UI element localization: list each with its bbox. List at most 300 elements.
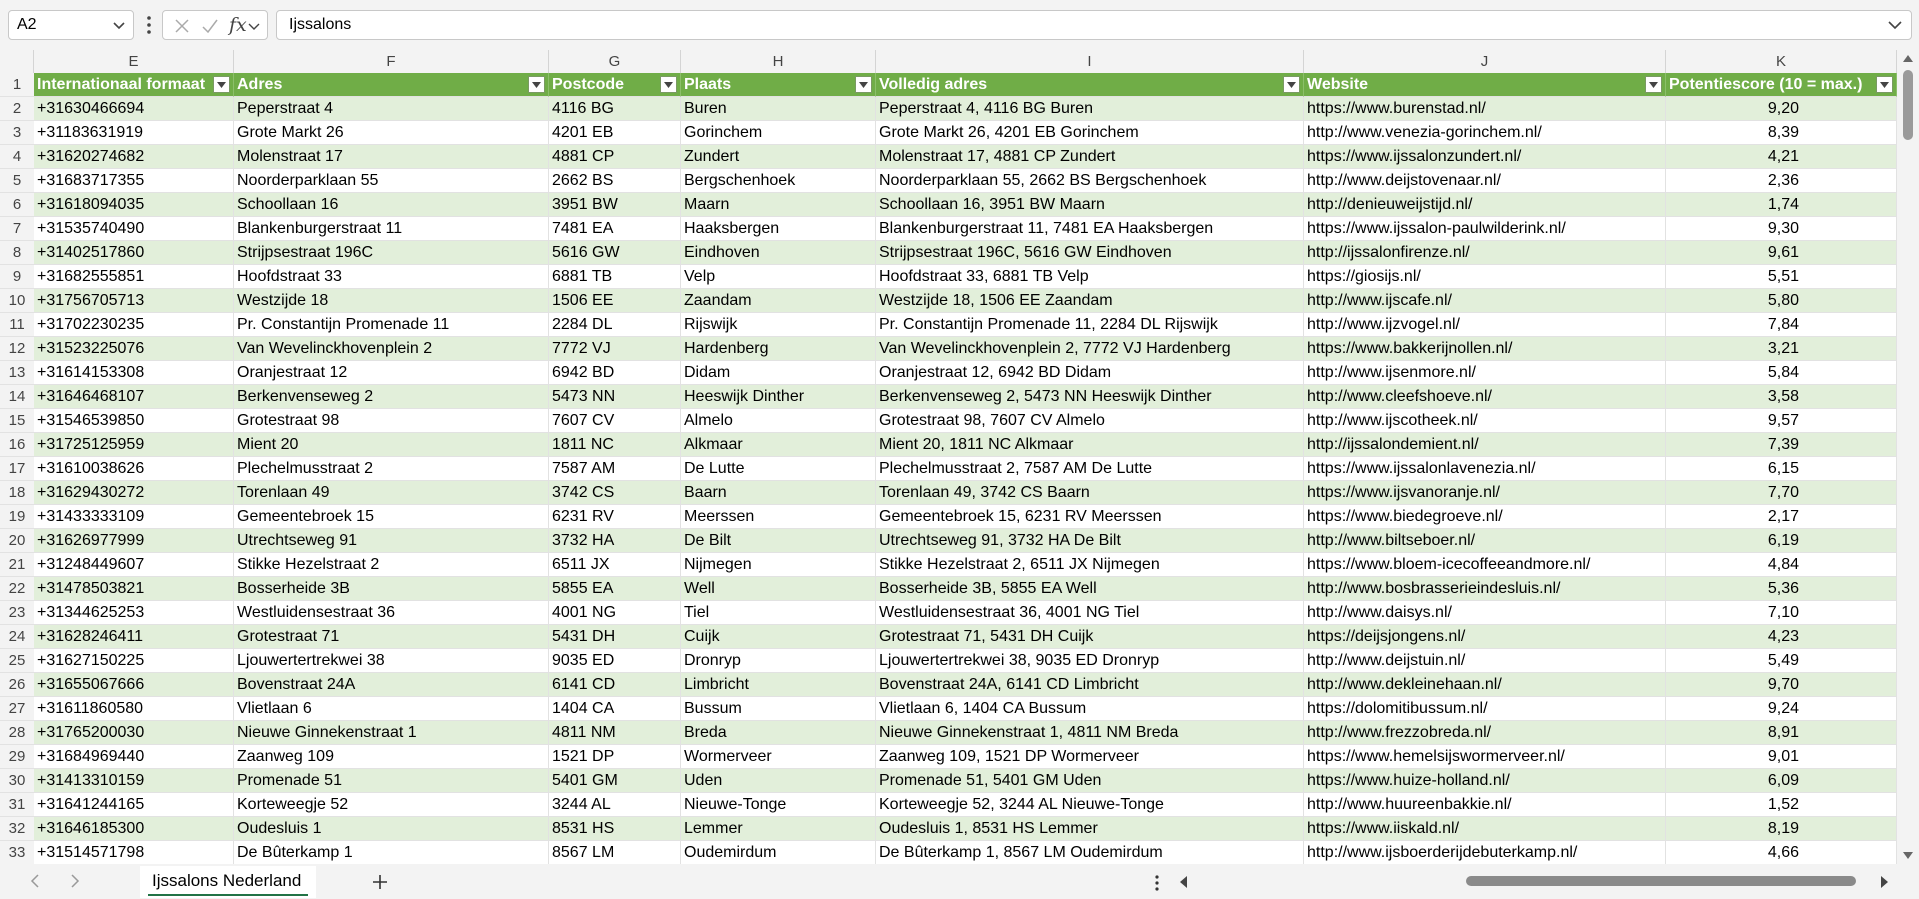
vertical-scroll-thumb[interactable] (1903, 70, 1913, 140)
table-cell[interactable]: 6231 RV (549, 505, 681, 529)
table-cell[interactable]: Zaanweg 109 (234, 745, 549, 769)
table-cell[interactable]: 5431 DH (549, 625, 681, 649)
table-cell[interactable]: 5,49 (1666, 649, 1897, 673)
table-cell[interactable]: 7,10 (1666, 601, 1897, 625)
column-header-k[interactable]: K (1666, 50, 1897, 73)
table-cell[interactable]: http://www.deijstuin.nl/ (1304, 649, 1666, 673)
table-cell[interactable]: 7607 CV (549, 409, 681, 433)
table-cell[interactable]: Westluidensestraat 36 (234, 601, 549, 625)
table-cell[interactable]: +31682555851 (34, 265, 234, 289)
table-cell[interactable]: Hoofdstraat 33, 6881 TB Velp (876, 265, 1304, 289)
table-cell[interactable]: 2,36 (1666, 169, 1897, 193)
table-cell[interactable]: http://denieuweijstijd.nl/ (1304, 193, 1666, 217)
table-cell[interactable]: http://www.deijstovenaar.nl/ (1304, 169, 1666, 193)
table-cell[interactable]: Ljouwertertrekwei 38, 9035 ED Dronryp (876, 649, 1304, 673)
add-sheet-icon[interactable] (370, 872, 390, 892)
filter-dropdown-icon[interactable] (855, 76, 872, 93)
table-cell[interactable]: 5616 GW (549, 241, 681, 265)
table-cell[interactable]: 3951 BW (549, 193, 681, 217)
table-cell[interactable]: Korteweegje 52, 3244 AL Nieuwe-Tonge (876, 793, 1304, 817)
table-cell[interactable]: 4881 CP (549, 145, 681, 169)
row-number[interactable]: 33 (0, 841, 34, 865)
table-cell[interactable]: 6511 JX (549, 553, 681, 577)
table-cell[interactable]: Pr. Constantijn Promenade 11 (234, 313, 549, 337)
table-cell[interactable]: Berkenvenseweg 2, 5473 NN Heeswijk Dinther (876, 385, 1304, 409)
table-cell[interactable]: Pr. Constantijn Promenade 11, 2284 DL Rijswijk (876, 313, 1304, 337)
table-cell[interactable]: 1404 CA (549, 697, 681, 721)
table-cell[interactable]: http://www.huureenbakkie.nl/ (1304, 793, 1666, 817)
table-cell[interactable]: +31248449607 (34, 553, 234, 577)
vertical-scrollbar[interactable] (1897, 50, 1919, 864)
table-header-cell[interactable] (1666, 73, 1897, 97)
table-cell[interactable]: Blankenburgerstraat 11 (234, 217, 549, 241)
table-cell[interactable]: Schoollaan 16 (234, 193, 549, 217)
table-cell[interactable]: Promenade 51, 5401 GM Uden (876, 769, 1304, 793)
table-cell[interactable]: https://www.ijsvanoranje.nl/ (1304, 481, 1666, 505)
table-cell[interactable]: Gemeentebroek 15 (234, 505, 549, 529)
table-cell[interactable]: +31626977999 (34, 529, 234, 553)
table-cell[interactable]: Bosserheide 3B (234, 577, 549, 601)
table-cell[interactable]: 5473 NN (549, 385, 681, 409)
row-number-1[interactable]: 1 (0, 73, 34, 97)
next-sheet-icon[interactable] (66, 872, 84, 890)
horizontal-scroll-thumb[interactable] (1466, 876, 1856, 886)
table-cell[interactable]: 3,58 (1666, 385, 1897, 409)
table-cell[interactable]: Zaanweg 109, 1521 DP Wormerveer (876, 745, 1304, 769)
table-cell[interactable]: https://www.iiskald.nl/ (1304, 817, 1666, 841)
table-cell[interactable]: http://www.ijsenmore.nl/ (1304, 361, 1666, 385)
table-cell[interactable]: 7,70 (1666, 481, 1897, 505)
filter-dropdown-icon[interactable] (1283, 76, 1300, 93)
name-box[interactable] (8, 10, 134, 40)
table-cell[interactable]: https://giosijs.nl/ (1304, 265, 1666, 289)
table-cell[interactable]: 6,19 (1666, 529, 1897, 553)
insert-function-button[interactable]: fx (229, 14, 247, 36)
table-cell[interactable]: Velp (681, 265, 876, 289)
table-cell[interactable]: 4,84 (1666, 553, 1897, 577)
table-cell[interactable]: 9,57 (1666, 409, 1897, 433)
table-cell[interactable]: Westzijde 18 (234, 289, 549, 313)
table-cell[interactable]: https://www.ijssalon-paulwilderink.nl/ (1304, 217, 1666, 241)
row-number[interactable]: 24 (0, 625, 34, 649)
table-cell[interactable]: Gemeentebroek 15, 6231 RV Meerssen (876, 505, 1304, 529)
table-cell[interactable]: De Bûterkamp 1 (234, 841, 549, 865)
table-cell[interactable]: http://www.biltseboer.nl/ (1304, 529, 1666, 553)
table-cell[interactable]: 6942 BD (549, 361, 681, 385)
table-cell[interactable]: 7,84 (1666, 313, 1897, 337)
table-header-cell[interactable] (549, 73, 681, 97)
table-cell[interactable]: Rijswijk (681, 313, 876, 337)
filter-dropdown-icon[interactable] (213, 76, 230, 93)
formula-value[interactable]: Ijssalons (289, 16, 352, 33)
table-cell[interactable]: Peperstraat 4, 4116 BG Buren (876, 97, 1304, 121)
row-number[interactable]: 2 (0, 97, 34, 121)
row-number[interactable]: 4 (0, 145, 34, 169)
table-cell[interactable]: Westzijde 18, 1506 EE Zaandam (876, 289, 1304, 313)
row-number[interactable]: 15 (0, 409, 34, 433)
table-cell[interactable]: http://ijssalondemient.nl/ (1304, 433, 1666, 457)
table-cell[interactable]: 4,23 (1666, 625, 1897, 649)
table-cell[interactable]: 9,20 (1666, 97, 1897, 121)
table-cell[interactable]: Noorderparklaan 55 (234, 169, 549, 193)
table-cell[interactable]: 5,51 (1666, 265, 1897, 289)
table-cell[interactable]: Buren (681, 97, 876, 121)
table-cell[interactable]: +31413310159 (34, 769, 234, 793)
table-cell[interactable]: Mient 20 (234, 433, 549, 457)
table-cell[interactable]: +31684969440 (34, 745, 234, 769)
table-cell[interactable]: Strijpsestraat 196C (234, 241, 549, 265)
table-cell[interactable]: https://deijsjongens.nl/ (1304, 625, 1666, 649)
table-cell[interactable]: 5401 GM (549, 769, 681, 793)
row-number[interactable]: 12 (0, 337, 34, 361)
column-header-f[interactable]: F (234, 50, 549, 73)
column-header-g[interactable]: G (549, 50, 681, 73)
table-cell[interactable]: Haaksbergen (681, 217, 876, 241)
table-cell[interactable]: Heeswijk Dinther (681, 385, 876, 409)
row-number[interactable]: 14 (0, 385, 34, 409)
row-number[interactable]: 16 (0, 433, 34, 457)
table-cell[interactable]: 8531 HS (549, 817, 681, 841)
table-cell[interactable]: https://www.bakkerijnollen.nl/ (1304, 337, 1666, 361)
table-cell[interactable]: +31433333109 (34, 505, 234, 529)
row-number[interactable]: 3 (0, 121, 34, 145)
more-vertical-icon[interactable] (146, 14, 152, 36)
previous-sheet-icon[interactable] (26, 872, 44, 890)
table-cell[interactable]: https://www.huize-holland.nl/ (1304, 769, 1666, 793)
row-number[interactable]: 28 (0, 721, 34, 745)
table-cell[interactable]: +31610038626 (34, 457, 234, 481)
table-cell[interactable]: 9035 ED (549, 649, 681, 673)
table-cell[interactable]: Schoollaan 16, 3951 BW Maarn (876, 193, 1304, 217)
table-cell[interactable]: 8,39 (1666, 121, 1897, 145)
table-cell[interactable]: Stikke Hezelstraat 2, 6511 JX Nijmegen (876, 553, 1304, 577)
table-cell[interactable]: Korteweegje 52 (234, 793, 549, 817)
table-cell[interactable]: 6881 TB (549, 265, 681, 289)
table-cell[interactable]: https://dolomitibussum.nl/ (1304, 697, 1666, 721)
table-cell[interactable]: Grote Markt 26, 4201 EB Gorinchem (876, 121, 1304, 145)
table-cell[interactable]: 5855 EA (549, 577, 681, 601)
table-cell[interactable]: +31402517860 (34, 241, 234, 265)
table-cell[interactable]: Oudesluis 1 (234, 817, 549, 841)
table-cell[interactable]: +31183631919 (34, 121, 234, 145)
table-cell[interactable]: https://www.biedegroeve.nl/ (1304, 505, 1666, 529)
table-cell[interactable]: Vlietlaan 6 (234, 697, 549, 721)
table-cell[interactable]: 5,36 (1666, 577, 1897, 601)
table-cell[interactable]: 7587 AM (549, 457, 681, 481)
table-cell[interactable]: Breda (681, 721, 876, 745)
row-number[interactable]: 18 (0, 481, 34, 505)
row-number[interactable]: 17 (0, 457, 34, 481)
row-number[interactable]: 27 (0, 697, 34, 721)
table-cell[interactable]: +31655067666 (34, 673, 234, 697)
row-number[interactable]: 21 (0, 553, 34, 577)
table-cell[interactable]: Almelo (681, 409, 876, 433)
table-cell[interactable]: 2,17 (1666, 505, 1897, 529)
table-cell[interactable]: http://ijssalonfirenze.nl/ (1304, 241, 1666, 265)
row-number[interactable]: 29 (0, 745, 34, 769)
table-cell[interactable]: +31514571798 (34, 841, 234, 865)
table-cell[interactable]: Zundert (681, 145, 876, 169)
table-cell[interactable]: Ljouwertertrekwei 38 (234, 649, 549, 673)
column-header-i[interactable]: I (876, 50, 1304, 73)
table-cell[interactable]: 2662 BS (549, 169, 681, 193)
table-cell[interactable]: Plechelmusstraat 2 (234, 457, 549, 481)
table-cell[interactable]: Strijpsestraat 196C, 5616 GW Eindhoven (876, 241, 1304, 265)
table-cell[interactable]: Torenlaan 49 (234, 481, 549, 505)
table-cell[interactable]: 8,19 (1666, 817, 1897, 841)
row-number[interactable]: 5 (0, 169, 34, 193)
row-number[interactable]: 25 (0, 649, 34, 673)
table-cell[interactable]: Vlietlaan 6, 1404 CA Bussum (876, 697, 1304, 721)
table-header-cell[interactable] (234, 73, 549, 97)
table-cell[interactable]: 8,91 (1666, 721, 1897, 745)
table-cell[interactable]: https://www.bloem-icecoffeeandmore.nl/ (1304, 553, 1666, 577)
table-cell[interactable]: Nijmegen (681, 553, 876, 577)
table-cell[interactable]: Dronryp (681, 649, 876, 673)
row-number[interactable]: 8 (0, 241, 34, 265)
table-cell[interactable]: 1,74 (1666, 193, 1897, 217)
table-cell[interactable]: Noorderparklaan 55, 2662 BS Bergschenhoek (876, 169, 1304, 193)
table-cell[interactable]: Eindhoven (681, 241, 876, 265)
table-cell[interactable]: Grotestraat 71 (234, 625, 549, 649)
table-cell[interactable]: Van Wevelinckhovenplein 2, 7772 VJ Hardenberg (876, 337, 1304, 361)
table-header-cell[interactable] (34, 73, 234, 97)
table-cell[interactable]: +31344625253 (34, 601, 234, 625)
row-number[interactable]: 30 (0, 769, 34, 793)
table-cell[interactable]: http://www.frezzobreda.nl/ (1304, 721, 1666, 745)
table-cell[interactable]: 7772 VJ (549, 337, 681, 361)
scroll-left-icon[interactable] (1176, 874, 1192, 890)
chevron-down-icon[interactable] (111, 17, 127, 33)
table-cell[interactable]: 6,15 (1666, 457, 1897, 481)
formula-input[interactable] (276, 10, 1912, 40)
row-number[interactable]: 32 (0, 817, 34, 841)
table-cell[interactable]: Wormerveer (681, 745, 876, 769)
select-all-corner[interactable] (0, 50, 34, 73)
table-cell[interactable]: Grotestraat 98, 7607 CV Almelo (876, 409, 1304, 433)
table-cell[interactable]: Oudesluis 1, 8531 HS Lemmer (876, 817, 1304, 841)
table-cell[interactable]: Torenlaan 49, 3742 CS Baarn (876, 481, 1304, 505)
table-cell[interactable]: Molenstraat 17, 4881 CP Zundert (876, 145, 1304, 169)
table-cell[interactable]: Molenstraat 17 (234, 145, 549, 169)
filter-dropdown-icon[interactable] (660, 76, 677, 93)
horizontal-scrollbar[interactable] (1198, 876, 1870, 886)
table-cell[interactable]: Stikke Hezelstraat 2 (234, 553, 549, 577)
table-cell[interactable]: Utrechtseweg 91 (234, 529, 549, 553)
table-cell[interactable]: De Bilt (681, 529, 876, 553)
table-cell[interactable]: +31630466694 (34, 97, 234, 121)
table-cell[interactable]: +31620274682 (34, 145, 234, 169)
table-cell[interactable]: 4116 BG (549, 97, 681, 121)
table-cell[interactable]: Oranjestraat 12, 6942 BD Didam (876, 361, 1304, 385)
cancel-icon[interactable] (173, 17, 191, 35)
table-cell[interactable]: +31629430272 (34, 481, 234, 505)
table-cell[interactable]: Gorinchem (681, 121, 876, 145)
table-cell[interactable]: Utrechtseweg 91, 3732 HA De Bilt (876, 529, 1304, 553)
table-cell[interactable]: http://www.bosbrasserieindesluis.nl/ (1304, 577, 1666, 601)
table-cell[interactable]: 3244 AL (549, 793, 681, 817)
table-cell[interactable]: Cuijk (681, 625, 876, 649)
table-cell[interactable]: 1811 NC (549, 433, 681, 457)
table-cell[interactable]: 3,21 (1666, 337, 1897, 361)
row-number[interactable]: 9 (0, 265, 34, 289)
row-number[interactable]: 11 (0, 313, 34, 337)
table-cell[interactable]: Bovenstraat 24A (234, 673, 549, 697)
table-cell[interactable]: 8567 LM (549, 841, 681, 865)
table-cell[interactable]: https://www.ijssalonlavenezia.nl/ (1304, 457, 1666, 481)
column-header-j[interactable]: J (1304, 50, 1666, 73)
table-cell[interactable]: 2284 DL (549, 313, 681, 337)
name-box-value[interactable]: A2 (17, 16, 37, 33)
filter-dropdown-icon[interactable] (1645, 76, 1662, 93)
table-cell[interactable]: Van Wevelinckhovenplein 2 (234, 337, 549, 361)
table-cell[interactable]: +31641244165 (34, 793, 234, 817)
scroll-right-icon[interactable] (1876, 874, 1892, 890)
row-number[interactable]: 31 (0, 793, 34, 817)
scroll-down-icon[interactable] (1903, 852, 1913, 860)
table-cell[interactable]: 1521 DP (549, 745, 681, 769)
table-cell[interactable]: 4201 EB (549, 121, 681, 145)
table-cell[interactable]: Maarn (681, 193, 876, 217)
table-cell[interactable]: 7481 EA (549, 217, 681, 241)
table-cell[interactable]: Uden (681, 769, 876, 793)
table-cell[interactable]: +31756705713 (34, 289, 234, 313)
table-cell[interactable]: https://www.ijssalonzundert.nl/ (1304, 145, 1666, 169)
table-cell[interactable]: 7,39 (1666, 433, 1897, 457)
table-cell[interactable]: 5,80 (1666, 289, 1897, 313)
table-cell[interactable]: Plechelmusstraat 2, 7587 AM De Lutte (876, 457, 1304, 481)
table-cell[interactable]: 6141 CD (549, 673, 681, 697)
more-vertical-icon[interactable] (1154, 874, 1160, 892)
table-cell[interactable]: +31765200030 (34, 721, 234, 745)
table-cell[interactable]: http://www.dekleinehaan.nl/ (1304, 673, 1666, 697)
scroll-up-icon[interactable] (1903, 54, 1913, 62)
table-cell[interactable]: Grotestraat 98 (234, 409, 549, 433)
row-number[interactable]: 22 (0, 577, 34, 601)
table-cell[interactable]: 4001 NG (549, 601, 681, 625)
column-header-e[interactable]: E (34, 50, 234, 73)
table-cell[interactable]: Grotestraat 71, 5431 DH Cuijk (876, 625, 1304, 649)
table-cell[interactable]: +31627150225 (34, 649, 234, 673)
table-cell[interactable]: 4811 NM (549, 721, 681, 745)
row-number[interactable]: 7 (0, 217, 34, 241)
table-cell[interactable]: De Bûterkamp 1, 8567 LM Oudemirdum (876, 841, 1304, 865)
table-header-cell[interactable] (876, 73, 1304, 97)
table-cell[interactable]: 9,61 (1666, 241, 1897, 265)
table-cell[interactable]: 4,66 (1666, 841, 1897, 865)
table-header-cell[interactable] (681, 73, 876, 97)
table-header-cell[interactable] (1304, 73, 1666, 97)
table-cell[interactable]: +31618094035 (34, 193, 234, 217)
table-cell[interactable]: +31478503821 (34, 577, 234, 601)
chevron-down-icon[interactable] (247, 17, 261, 35)
table-cell[interactable]: Nieuwe Ginnekenstraat 1, 4811 NM Breda (876, 721, 1304, 745)
expand-formula-icon[interactable] (1887, 17, 1903, 33)
table-cell[interactable]: 3742 CS (549, 481, 681, 505)
row-number[interactable]: 6 (0, 193, 34, 217)
table-cell[interactable]: http://www.ijscafe.nl/ (1304, 289, 1666, 313)
row-number[interactable]: 19 (0, 505, 34, 529)
table-cell[interactable]: Blankenburgerstraat 11, 7481 EA Haaksbergen (876, 217, 1304, 241)
table-cell[interactable]: +31725125959 (34, 433, 234, 457)
table-cell[interactable]: +31702230235 (34, 313, 234, 337)
table-cell[interactable]: +31535740490 (34, 217, 234, 241)
table-cell[interactable]: http://www.ijsboerderijdebuterkamp.nl/ (1304, 841, 1666, 865)
table-cell[interactable]: Oudemirdum (681, 841, 876, 865)
check-icon[interactable] (201, 17, 219, 35)
table-cell[interactable]: http://www.cleefshoeve.nl/ (1304, 385, 1666, 409)
table-cell[interactable]: Mient 20, 1811 NC Alkmaar (876, 433, 1304, 457)
table-cell[interactable]: Hardenberg (681, 337, 876, 361)
table-cell[interactable]: Limbricht (681, 673, 876, 697)
table-cell[interactable]: +31546539850 (34, 409, 234, 433)
table-cell[interactable]: Oranjestraat 12 (234, 361, 549, 385)
table-cell[interactable]: https://www.burenstad.nl/ (1304, 97, 1666, 121)
table-cell[interactable]: 1,52 (1666, 793, 1897, 817)
table-cell[interactable]: +31628246411 (34, 625, 234, 649)
filter-dropdown-icon[interactable] (1876, 76, 1893, 93)
sheet-tab-ijssalons-nederland[interactable] (140, 866, 316, 898)
table-cell[interactable]: Bussum (681, 697, 876, 721)
table-cell[interactable]: 9,24 (1666, 697, 1897, 721)
table-cell[interactable]: 9,70 (1666, 673, 1897, 697)
table-cell[interactable]: https://www.hemelsijswormerveer.nl/ (1304, 745, 1666, 769)
table-cell[interactable]: De Lutte (681, 457, 876, 481)
row-number[interactable]: 20 (0, 529, 34, 553)
table-cell[interactable]: 1506 EE (549, 289, 681, 313)
table-cell[interactable]: Didam (681, 361, 876, 385)
table-cell[interactable]: Bosserheide 3B, 5855 EA Well (876, 577, 1304, 601)
filter-dropdown-icon[interactable] (528, 76, 545, 93)
table-cell[interactable]: 5,84 (1666, 361, 1897, 385)
table-cell[interactable]: +31523225076 (34, 337, 234, 361)
row-number[interactable]: 26 (0, 673, 34, 697)
table-cell[interactable]: http://www.daisys.nl/ (1304, 601, 1666, 625)
row-number[interactable]: 13 (0, 361, 34, 385)
table-cell[interactable]: Promenade 51 (234, 769, 549, 793)
table-cell[interactable]: http://www.venezia-gorinchem.nl/ (1304, 121, 1666, 145)
table-cell[interactable]: Bergschenhoek (681, 169, 876, 193)
table-cell[interactable]: 9,01 (1666, 745, 1897, 769)
table-cell[interactable]: +31646185300 (34, 817, 234, 841)
table-cell[interactable]: Westluidensestraat 36, 4001 NG Tiel (876, 601, 1304, 625)
table-cell[interactable]: Well (681, 577, 876, 601)
table-cell[interactable]: Alkmaar (681, 433, 876, 457)
table-cell[interactable]: http://www.ijscotheek.nl/ (1304, 409, 1666, 433)
table-cell[interactable]: Meerssen (681, 505, 876, 529)
table-cell[interactable]: +31646468107 (34, 385, 234, 409)
table-cell[interactable]: Berkenvenseweg 2 (234, 385, 549, 409)
table-cell[interactable]: +31611860580 (34, 697, 234, 721)
table-cell[interactable]: 6,09 (1666, 769, 1897, 793)
column-header-h[interactable]: H (681, 50, 876, 73)
row-number[interactable]: 10 (0, 289, 34, 313)
table-cell[interactable]: Grote Markt 26 (234, 121, 549, 145)
table-cell[interactable]: http://www.ijzvogel.nl/ (1304, 313, 1666, 337)
table-cell[interactable]: Hoofdstraat 33 (234, 265, 549, 289)
row-number[interactable]: 23 (0, 601, 34, 625)
table-cell[interactable]: 9,30 (1666, 217, 1897, 241)
table-cell[interactable]: +31683717355 (34, 169, 234, 193)
table-cell[interactable]: Nieuwe Ginnekenstraat 1 (234, 721, 549, 745)
table-cell[interactable]: Zaandam (681, 289, 876, 313)
table-cell[interactable]: Baarn (681, 481, 876, 505)
table-cell[interactable]: Nieuwe-Tonge (681, 793, 876, 817)
table-cell[interactable]: Bovenstraat 24A, 6141 CD Limbricht (876, 673, 1304, 697)
table-cell[interactable]: Peperstraat 4 (234, 97, 549, 121)
table-cell[interactable]: 3732 HA (549, 529, 681, 553)
table-cell[interactable]: Lemmer (681, 817, 876, 841)
